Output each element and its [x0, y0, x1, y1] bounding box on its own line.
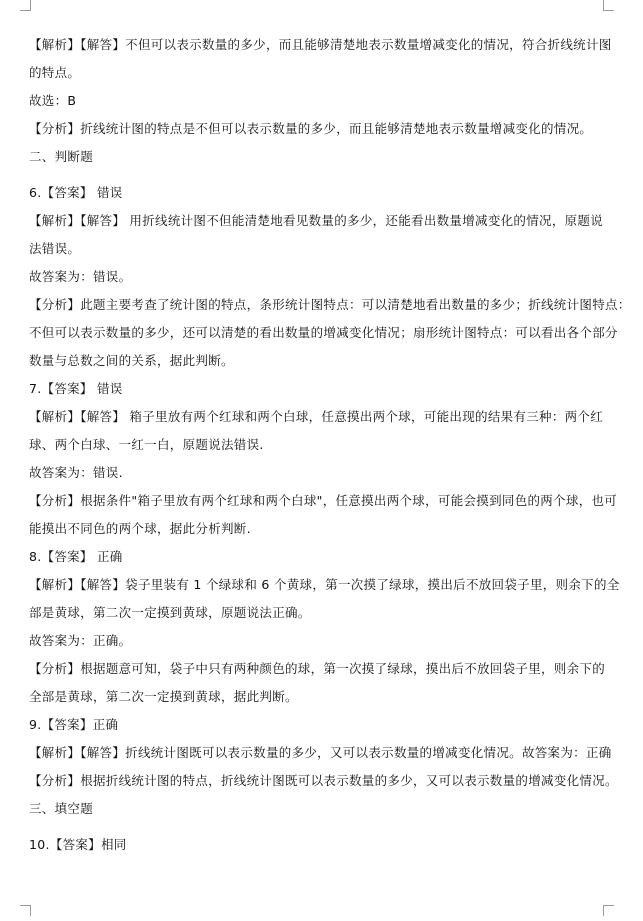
text-line: 球、两个白球、一红一白，原题说法错误. [29, 437, 264, 452]
text-line: 故答案为：错误。 [29, 269, 132, 284]
text-line: 全部是黄球，第二次一定摸到黄球，据此判断。 [29, 689, 298, 704]
corner-mark-bottom-left [20, 905, 31, 916]
text-line: 故答案为：错误. [29, 465, 123, 480]
corner-mark-bottom-right [603, 905, 614, 916]
answer-line: 8.【答案】 正确 [29, 549, 123, 564]
answer-line: 7.【答案】 错误 [29, 381, 123, 396]
text-line: 【分析】折线统计图的特点是不但可以表示数量的多少，而且能够清楚地表示数量增减变化的情况。 [29, 121, 593, 136]
text-line: 【解析】【解答】 用折线统计图不但能清楚地看见数量的多少，还能看出数量增减变化的情况，原题说 [29, 213, 604, 228]
document-body [29, 31, 631, 859]
section-heading: 三、填空题 [29, 801, 94, 816]
answer-line: 10.【答案】相同 [29, 837, 127, 852]
text-line: 【分析】根据条件"箱子里放有两个红球和两个白球"，任意摸出两个球，可能会摸到同色的两个球，也可 [29, 493, 618, 508]
section-heading: 二、判断题 [29, 149, 94, 164]
answer-line: 6.【答案】 错误 [29, 185, 123, 200]
corner-mark-top-right [603, 0, 614, 11]
text-line: 【分析】此题主要考查了统计图的特点，条形统计图特点：可以清楚地看出数量的多少；折线统计图特点： [29, 297, 631, 312]
answer-line: 9.【答案】正确 [29, 717, 119, 732]
text-line: 的特点。 [29, 65, 81, 80]
text-line: 【解析】【解答】折线统计图既可以表示数量的多少，又可以表示数量的增减变化情况。故答案为：正确 [29, 745, 612, 760]
text-line: 法错误。 [29, 241, 81, 256]
text-line: 数量与总数之间的关系，据此判断。 [29, 353, 234, 368]
text-line: 【解析】【解答】 箱子里放有两个红球和两个白球，任意摸出两个球，可能出现的结果有三种：两个红 [29, 409, 604, 424]
text-line: 能摸出不同色的两个球，据此分析判断. [29, 521, 251, 536]
text-line: 【分析】根据折线统计图的特点，折线统计图既可以表示数量的多少，又可以表示数量的增减变化情况。 [29, 773, 618, 788]
text-line: 故答案为：正确。 [29, 633, 132, 648]
text-line: 部是黄球，第二次一定摸到黄球，原题说法正确。 [29, 605, 311, 620]
text-line: 【解析】【解答】袋子里装有 1 个绿球和 6 个黄球，第一次摸了绿球，摸出后不放回袋子里，则余下的全 [29, 577, 620, 592]
corner-mark-top-left [20, 0, 31, 11]
text-line: 不但可以表示数量的多少，还可以清楚的看出数量的增减变化情况；扇形统计图特点：可以看出各个部分 [29, 325, 618, 340]
text-line: 【分析】根据题意可知，袋子中只有两种颜色的球，第一次摸了绿球，摸出后不放回袋子里，则余下的 [29, 661, 606, 676]
text-line: 故选：B [29, 93, 77, 108]
text-line: 【解析】【解答】不但可以表示数量的多少，而且能够清楚地表示数量增减变化的情况，符合折线统计图 [29, 37, 612, 52]
